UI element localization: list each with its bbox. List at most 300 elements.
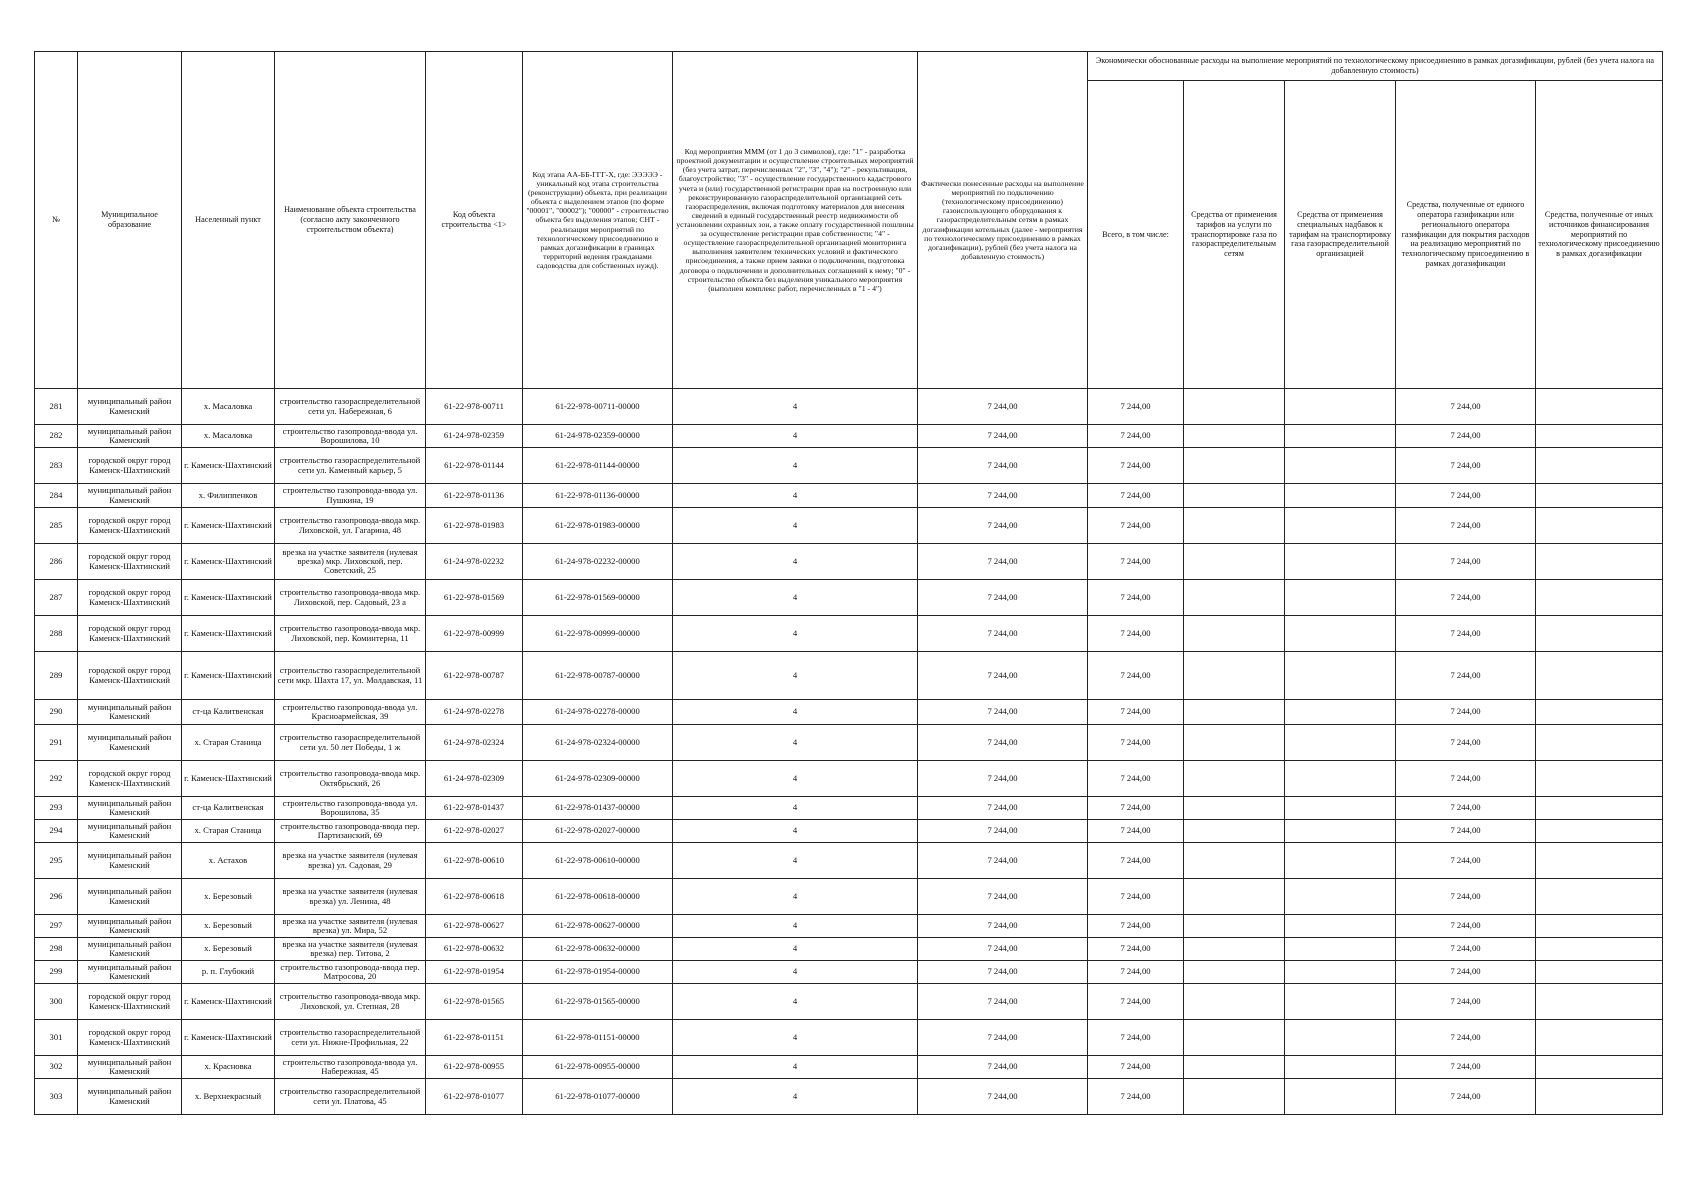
cell-other-sources: [1536, 915, 1663, 938]
cell-other-sources: [1536, 700, 1663, 725]
cell-stage-code: 61-24-978-02232-00000: [523, 544, 673, 580]
header-group-economic-expenses: Экономически обоснованные расходы на выполнение мероприятий по технологическому присоединению в рамках догазификации, рублей (без учета налога на добавленную стоимость): [1088, 52, 1663, 81]
cell-object-name: строительство газопровода-ввода пер. Матросова, 20: [275, 961, 426, 984]
cell-municipality: городской округ город Каменск-Шахтинский: [78, 1020, 182, 1056]
cell-actual-expenses: 7 244,00: [918, 580, 1088, 616]
table-row: [35, 652, 1663, 700]
cell-event-code: 4: [673, 616, 918, 652]
cell-other-sources: [1536, 1079, 1663, 1115]
cell-settlement: г. Каменск-Шахтинский: [182, 761, 275, 797]
cell-other-sources: [1536, 797, 1663, 820]
table-row: [35, 984, 1663, 1020]
cell-operator: 7 244,00: [1396, 544, 1536, 580]
cell-event-code: 4: [673, 389, 918, 425]
cell-operator: 7 244,00: [1396, 879, 1536, 915]
cell-object-name: строительство газопровода-ввода ул. Ворошилова, 10: [275, 425, 426, 448]
cell-num: 289: [35, 652, 78, 700]
cell-object-code: 61-22-978-01954: [426, 961, 523, 984]
cell-actual-expenses: 7 244,00: [918, 915, 1088, 938]
cell-num: 295: [35, 843, 78, 879]
cell-stage-code: 61-22-978-00955-00000: [523, 1056, 673, 1079]
cell-actual-expenses: 7 244,00: [918, 1020, 1088, 1056]
cell-tariffs: [1184, 652, 1285, 700]
cell-tariffs: [1184, 544, 1285, 580]
cell-actual-expenses: 7 244,00: [918, 984, 1088, 1020]
cell-actual-expenses: 7 244,00: [918, 544, 1088, 580]
table-row: [35, 580, 1663, 616]
cell-surcharges: [1285, 984, 1396, 1020]
cell-total: 7 244,00: [1088, 425, 1184, 448]
cell-object-code: 61-22-978-01565: [426, 984, 523, 1020]
cell-municipality: городской округ город Каменск-Шахтинский: [78, 616, 182, 652]
cell-settlement: г. Каменск-Шахтинский: [182, 984, 275, 1020]
cell-settlement: х. Астахов: [182, 843, 275, 879]
cell-operator: 7 244,00: [1396, 484, 1536, 508]
cell-municipality: городской округ город Каменск-Шахтинский: [78, 984, 182, 1020]
cell-stage-code: 61-24-978-02324-00000: [523, 725, 673, 761]
cell-tariffs: [1184, 761, 1285, 797]
cell-total: 7 244,00: [1088, 725, 1184, 761]
cell-object-code: 61-24-978-02359: [426, 425, 523, 448]
table-row: [35, 879, 1663, 915]
table-row: [35, 761, 1663, 797]
cell-object-code: 61-22-978-01077: [426, 1079, 523, 1115]
cell-other-sources: [1536, 652, 1663, 700]
cell-tariffs: [1184, 938, 1285, 961]
cell-actual-expenses: 7 244,00: [918, 761, 1088, 797]
cell-surcharges: [1285, 1079, 1396, 1115]
cell-surcharges: [1285, 915, 1396, 938]
cell-event-code: 4: [673, 984, 918, 1020]
cell-num: 287: [35, 580, 78, 616]
cell-event-code: 4: [673, 797, 918, 820]
cell-num: 297: [35, 915, 78, 938]
cell-num: 292: [35, 761, 78, 797]
cell-object-name: строительство газораспределительной сети мкр. Шахта 17, ул. Молдавская, 11: [275, 652, 426, 700]
cell-settlement: г. Каменск-Шахтинский: [182, 448, 275, 484]
cell-stage-code: 61-22-978-02027-00000: [523, 820, 673, 843]
cell-object-code: 61-24-978-02278: [426, 700, 523, 725]
header-actual-expenses: Фактически понесенные расходы на выполнение мероприятий по подключению (технологическому присоединению) газоиспользующего оборудования к газораспределительным сетям в рамках догазификации котельных (далее - мероприятия по технологическому присоединению в рамках догазификации), рублей (без учета налога на добавленную стоимость): [918, 52, 1088, 389]
cell-actual-expenses: 7 244,00: [918, 1079, 1088, 1115]
cell-surcharges: [1285, 616, 1396, 652]
table-row: [35, 797, 1663, 820]
cell-event-code: 4: [673, 820, 918, 843]
cell-event-code: 4: [673, 725, 918, 761]
cell-object-code: 61-24-978-02232: [426, 544, 523, 580]
cell-municipality: муниципальный район Каменский: [78, 1056, 182, 1079]
cell-total: 7 244,00: [1088, 961, 1184, 984]
cell-municipality: городской округ город Каменск-Шахтинский: [78, 508, 182, 544]
cell-surcharges: [1285, 544, 1396, 580]
cell-surcharges: [1285, 484, 1396, 508]
cell-municipality: муниципальный район Каменский: [78, 879, 182, 915]
cell-stage-code: 61-22-978-00610-00000: [523, 843, 673, 879]
cell-object-code: 61-22-978-00711: [426, 389, 523, 425]
cell-object-name: строительство газораспределительной сети ул. Каменный карьер, 5: [275, 448, 426, 484]
cell-tariffs: [1184, 1056, 1285, 1079]
cell-municipality: муниципальный район Каменский: [78, 389, 182, 425]
header-event-code: Код мероприятия МММ (от 1 до 3 символов), где: "1" - разработка проектной документации и осуществление строительных мероприятий (без учета затрат, перечисленных "2", "3", "4"); "2" - рекультивация, благоустройство; "3" - осуществление государственного кадастрового учета и (или) государственной регистрации прав на построенную или реконструированную газораспределительной организацией сеть газораспределения, включая подготовку материалов для внесения сведений в единый государственный реестр недвижимости об установлении охранных зон, а также оплату государственной пошлины за осуществление регистрации прав собственности; "4" - осуществление газораспределительной организацией мониторинга выполнения заявителем технических условий и фактического присоединения, а также прием заявки о подключении, подготовка договора о подключении и дополнительных соглашений к нему; "0" - строительство объекта без выделения уникального мероприятия (выполнен комплекс работ, перечисленных в "1 - 4"): [673, 52, 918, 389]
cell-event-code: 4: [673, 652, 918, 700]
cell-actual-expenses: 7 244,00: [918, 938, 1088, 961]
cell-actual-expenses: 7 244,00: [918, 725, 1088, 761]
table-row: [35, 448, 1663, 484]
table-row: [35, 425, 1663, 448]
cell-event-code: 4: [673, 915, 918, 938]
cell-other-sources: [1536, 616, 1663, 652]
cell-object-name: строительство газопровода-ввода ул. Красноармейская, 39: [275, 700, 426, 725]
cell-total: 7 244,00: [1088, 820, 1184, 843]
cell-other-sources: [1536, 761, 1663, 797]
cell-object-code: 61-22-978-00955: [426, 1056, 523, 1079]
header-total: Всего, в том числе:: [1088, 81, 1184, 389]
cell-operator: 7 244,00: [1396, 508, 1536, 544]
header-other-sources: Средства, полученные от иных источников финансирования мероприятий по технологическому присоединению в рамках догазификации: [1536, 81, 1663, 389]
cell-object-code: 61-22-978-00627: [426, 915, 523, 938]
cell-total: 7 244,00: [1088, 484, 1184, 508]
cell-surcharges: [1285, 938, 1396, 961]
cell-num: 283: [35, 448, 78, 484]
cell-object-code: 61-22-978-01136: [426, 484, 523, 508]
cell-municipality: муниципальный район Каменский: [78, 938, 182, 961]
cell-municipality: муниципальный район Каменский: [78, 425, 182, 448]
cell-object-code: 61-22-978-01144: [426, 448, 523, 484]
cell-operator: 7 244,00: [1396, 616, 1536, 652]
cell-event-code: 4: [673, 425, 918, 448]
cell-operator: 7 244,00: [1396, 1056, 1536, 1079]
cell-settlement: г. Каменск-Шахтинский: [182, 580, 275, 616]
cell-num: 303: [35, 1079, 78, 1115]
cell-settlement: х. Филиппенков: [182, 484, 275, 508]
table-row: [35, 1020, 1663, 1056]
cell-event-code: 4: [673, 544, 918, 580]
header-operator: Средства, полученные от единого оператора газификации или регионального оператора газификации для покрытия расходов на реализацию мероприятий по технологическому присоединению в рамках догазификации: [1396, 81, 1536, 389]
cell-total: 7 244,00: [1088, 843, 1184, 879]
cell-stage-code: 61-22-978-01983-00000: [523, 508, 673, 544]
cell-operator: 7 244,00: [1396, 915, 1536, 938]
cell-tariffs: [1184, 1079, 1285, 1115]
header-settlement: Населенный пункт: [182, 52, 275, 389]
cell-surcharges: [1285, 725, 1396, 761]
cell-operator: 7 244,00: [1396, 448, 1536, 484]
cell-municipality: городской округ город Каменск-Шахтинский: [78, 448, 182, 484]
cell-actual-expenses: 7 244,00: [918, 508, 1088, 544]
cell-object-name: врезка на участке заявителя (нулевая врезка) мкр. Лиховской, пер. Советский, 25: [275, 544, 426, 580]
table-row: [35, 1079, 1663, 1115]
cell-event-code: 4: [673, 879, 918, 915]
cell-tariffs: [1184, 616, 1285, 652]
cell-other-sources: [1536, 425, 1663, 448]
cell-operator: 7 244,00: [1396, 820, 1536, 843]
cell-actual-expenses: 7 244,00: [918, 616, 1088, 652]
cell-tariffs: [1184, 797, 1285, 820]
cell-stage-code: 61-22-978-00999-00000: [523, 616, 673, 652]
cell-total: 7 244,00: [1088, 797, 1184, 820]
cell-total: 7 244,00: [1088, 1056, 1184, 1079]
cell-municipality: муниципальный район Каменский: [78, 843, 182, 879]
cell-other-sources: [1536, 448, 1663, 484]
table-header: [35, 52, 1663, 389]
cell-municipality: муниципальный район Каменский: [78, 725, 182, 761]
cell-stage-code: 61-22-978-01136-00000: [523, 484, 673, 508]
header-object-name: Наименование объекта строительства (согласно акту законченного строительством объекта): [275, 52, 426, 389]
table-row: [35, 725, 1663, 761]
cell-num: 300: [35, 984, 78, 1020]
cell-other-sources: [1536, 843, 1663, 879]
cell-object-name: врезка на участке заявителя (нулевая врезка) ул. Садовая, 29: [275, 843, 426, 879]
cell-settlement: х. Верхнекрасный: [182, 1079, 275, 1115]
cell-num: 301: [35, 1020, 78, 1056]
cell-surcharges: [1285, 508, 1396, 544]
cell-tariffs: [1184, 961, 1285, 984]
cell-surcharges: [1285, 700, 1396, 725]
cell-object-name: строительство газопровода-ввода мкр. Лиховской, ул. Гагарина, 48: [275, 508, 426, 544]
cell-tariffs: [1184, 843, 1285, 879]
cell-municipality: муниципальный район Каменский: [78, 1079, 182, 1115]
header-stage-code: Код этапа АА-ББ-ГГГ-Х, где: ЭЭЭЭЭ - уникальный код этапа строительства (реконструкции) объекта, при реализации объекта с выделением этапов (по форме "00001", "00002"); "00000" - строительство объекта без выделения этапов; СНТ - реализация мероприятий по технологическому присоединению в рамках догазификации в границах территорий ведения гражданами садоводства для собственных нужд).: [523, 52, 673, 389]
cell-total: 7 244,00: [1088, 544, 1184, 580]
cell-stage-code: 61-22-978-01151-00000: [523, 1020, 673, 1056]
cell-total: 7 244,00: [1088, 1020, 1184, 1056]
header-object-code: Код объекта строительства <1>: [426, 52, 523, 389]
cell-event-code: 4: [673, 938, 918, 961]
cell-municipality: городской округ город Каменск-Шахтинский: [78, 580, 182, 616]
cell-object-name: строительство газопровода-ввода пер. Партизанский, 69: [275, 820, 426, 843]
cell-stage-code: 61-22-978-00618-00000: [523, 879, 673, 915]
cell-actual-expenses: 7 244,00: [918, 389, 1088, 425]
cell-actual-expenses: 7 244,00: [918, 961, 1088, 984]
cell-stage-code: 61-22-978-01954-00000: [523, 961, 673, 984]
cell-total: 7 244,00: [1088, 580, 1184, 616]
cell-num: 288: [35, 616, 78, 652]
cell-object-code: 61-22-978-00999: [426, 616, 523, 652]
cell-operator: 7 244,00: [1396, 984, 1536, 1020]
cell-stage-code: 61-22-978-00632-00000: [523, 938, 673, 961]
cell-actual-expenses: 7 244,00: [918, 797, 1088, 820]
cell-object-name: врезка на участке заявителя (нулевая врезка) ул. Мира, 52: [275, 915, 426, 938]
header-num: №: [35, 52, 78, 389]
cell-settlement: х. Березовый: [182, 879, 275, 915]
cell-total: 7 244,00: [1088, 389, 1184, 425]
table-row: [35, 961, 1663, 984]
cell-settlement: х. Старая Станица: [182, 820, 275, 843]
cell-operator: 7 244,00: [1396, 425, 1536, 448]
table-row: [35, 616, 1663, 652]
cell-object-code: 61-22-978-00610: [426, 843, 523, 879]
cell-stage-code: 61-22-978-00787-00000: [523, 652, 673, 700]
cell-num: 293: [35, 797, 78, 820]
cell-municipality: муниципальный район Каменский: [78, 961, 182, 984]
table-row: [35, 1056, 1663, 1079]
cell-total: 7 244,00: [1088, 652, 1184, 700]
cell-municipality: муниципальный район Каменский: [78, 797, 182, 820]
cell-operator: 7 244,00: [1396, 725, 1536, 761]
table-row: [35, 508, 1663, 544]
cell-other-sources: [1536, 508, 1663, 544]
cell-other-sources: [1536, 580, 1663, 616]
cell-municipality: муниципальный район Каменский: [78, 700, 182, 725]
cell-municipality: муниципальный район Каменский: [78, 820, 182, 843]
cell-object-code: 61-22-978-00632: [426, 938, 523, 961]
cell-object-code: 61-22-978-02027: [426, 820, 523, 843]
cell-settlement: г. Каменск-Шахтинский: [182, 1020, 275, 1056]
cell-operator: 7 244,00: [1396, 389, 1536, 425]
cell-object-name: строительство газораспределительной сети ул. 50 лет Победы, 1 ж: [275, 725, 426, 761]
cell-num: 299: [35, 961, 78, 984]
cell-surcharges: [1285, 797, 1396, 820]
table-row: [35, 484, 1663, 508]
cell-tariffs: [1184, 915, 1285, 938]
cell-event-code: 4: [673, 484, 918, 508]
cell-operator: 7 244,00: [1396, 1079, 1536, 1115]
cell-stage-code: 61-22-978-01569-00000: [523, 580, 673, 616]
cell-num: 282: [35, 425, 78, 448]
cell-object-code: 61-22-978-00618: [426, 879, 523, 915]
cell-num: 286: [35, 544, 78, 580]
cell-actual-expenses: 7 244,00: [918, 820, 1088, 843]
cell-num: 296: [35, 879, 78, 915]
cell-object-name: врезка на участке заявителя (нулевая врезка) пер. Титова, 2: [275, 938, 426, 961]
cell-actual-expenses: 7 244,00: [918, 448, 1088, 484]
cell-total: 7 244,00: [1088, 700, 1184, 725]
table-row: [35, 389, 1663, 425]
cell-settlement: х. Красновка: [182, 1056, 275, 1079]
cell-operator: 7 244,00: [1396, 580, 1536, 616]
cell-total: 7 244,00: [1088, 984, 1184, 1020]
cell-num: 302: [35, 1056, 78, 1079]
cell-total: 7 244,00: [1088, 448, 1184, 484]
cell-surcharges: [1285, 879, 1396, 915]
cell-event-code: 4: [673, 448, 918, 484]
cell-object-code: 61-22-978-01437: [426, 797, 523, 820]
table-row: [35, 915, 1663, 938]
cell-operator: 7 244,00: [1396, 843, 1536, 879]
table-row: [35, 938, 1663, 961]
cell-settlement: г. Каменск-Шахтинский: [182, 616, 275, 652]
cell-tariffs: [1184, 700, 1285, 725]
cell-settlement: р. п. Глубокий: [182, 961, 275, 984]
cell-total: 7 244,00: [1088, 879, 1184, 915]
cell-stage-code: 61-22-978-01144-00000: [523, 448, 673, 484]
cell-tariffs: [1184, 879, 1285, 915]
cell-total: 7 244,00: [1088, 1079, 1184, 1115]
cell-object-name: строительство газопровода-ввода ул. Набережная, 45: [275, 1056, 426, 1079]
cell-num: 294: [35, 820, 78, 843]
table-row: [35, 820, 1663, 843]
cell-object-name: строительство газопровода-ввода мкр. Лиховской, ул. Степная, 28: [275, 984, 426, 1020]
cell-surcharges: [1285, 961, 1396, 984]
cell-object-name: строительство газораспределительной сети ул. Платова, 45: [275, 1079, 426, 1115]
table-row: [35, 700, 1663, 725]
cell-event-code: 4: [673, 1020, 918, 1056]
cell-settlement: ст-ца Калитвенская: [182, 700, 275, 725]
cell-event-code: 4: [673, 1079, 918, 1115]
cell-settlement: х. Масаловка: [182, 425, 275, 448]
cell-total: 7 244,00: [1088, 938, 1184, 961]
header-municipality: Муниципальное образование: [78, 52, 182, 389]
expenses-table: [34, 51, 1663, 1115]
cell-total: 7 244,00: [1088, 508, 1184, 544]
cell-object-name: строительство газораспределительной сети ул. Нижне-Профильная, 22: [275, 1020, 426, 1056]
cell-other-sources: [1536, 1056, 1663, 1079]
cell-other-sources: [1536, 879, 1663, 915]
cell-stage-code: 61-22-978-01565-00000: [523, 984, 673, 1020]
cell-stage-code: 61-24-978-02359-00000: [523, 425, 673, 448]
cell-settlement: х. Старая Станица: [182, 725, 275, 761]
cell-actual-expenses: 7 244,00: [918, 843, 1088, 879]
cell-actual-expenses: 7 244,00: [918, 1056, 1088, 1079]
cell-other-sources: [1536, 820, 1663, 843]
cell-other-sources: [1536, 961, 1663, 984]
cell-actual-expenses: 7 244,00: [918, 652, 1088, 700]
cell-surcharges: [1285, 580, 1396, 616]
cell-stage-code: 61-24-978-02278-00000: [523, 700, 673, 725]
cell-municipality: муниципальный район Каменский: [78, 915, 182, 938]
cell-num: 285: [35, 508, 78, 544]
cell-actual-expenses: 7 244,00: [918, 484, 1088, 508]
cell-operator: 7 244,00: [1396, 761, 1536, 797]
cell-tariffs: [1184, 1020, 1285, 1056]
cell-surcharges: [1285, 1056, 1396, 1079]
cell-event-code: 4: [673, 700, 918, 725]
cell-num: 291: [35, 725, 78, 761]
cell-stage-code: 61-22-978-00711-00000: [523, 389, 673, 425]
cell-event-code: 4: [673, 843, 918, 879]
cell-surcharges: [1285, 820, 1396, 843]
cell-surcharges: [1285, 652, 1396, 700]
header-surcharges: Средства от применения специальных надбавок к тарифам на транспортировку газа газораспределительной организацией: [1285, 81, 1396, 389]
cell-stage-code: 61-22-978-01077-00000: [523, 1079, 673, 1115]
cell-event-code: 4: [673, 1056, 918, 1079]
cell-tariffs: [1184, 580, 1285, 616]
cell-num: 290: [35, 700, 78, 725]
cell-surcharges: [1285, 425, 1396, 448]
cell-total: 7 244,00: [1088, 915, 1184, 938]
cell-tariffs: [1184, 389, 1285, 425]
cell-tariffs: [1184, 508, 1285, 544]
cell-object-name: строительство газопровода-ввода ул. Пушкина, 19: [275, 484, 426, 508]
document-page: [34, 51, 1662, 1115]
cell-other-sources: [1536, 484, 1663, 508]
cell-tariffs: [1184, 984, 1285, 1020]
cell-total: 7 244,00: [1088, 616, 1184, 652]
cell-actual-expenses: 7 244,00: [918, 700, 1088, 725]
cell-settlement: ст-ца Калитвенская: [182, 797, 275, 820]
cell-object-name: строительство газопровода-ввода мкр. Лиховской, пер. Коминтерна, 11: [275, 616, 426, 652]
cell-object-code: 61-22-978-01569: [426, 580, 523, 616]
cell-object-name: строительство газопровода-ввода ул. Ворошилова, 35: [275, 797, 426, 820]
cell-settlement: х. Березовый: [182, 915, 275, 938]
cell-surcharges: [1285, 389, 1396, 425]
cell-surcharges: [1285, 843, 1396, 879]
cell-object-name: строительство газопровода-ввода мкр. Октябрьский, 26: [275, 761, 426, 797]
table-row: [35, 843, 1663, 879]
cell-other-sources: [1536, 725, 1663, 761]
cell-municipality: городской округ город Каменск-Шахтинский: [78, 652, 182, 700]
cell-event-code: 4: [673, 508, 918, 544]
cell-num: 281: [35, 389, 78, 425]
cell-municipality: муниципальный район Каменский: [78, 484, 182, 508]
cell-operator: 7 244,00: [1396, 961, 1536, 984]
cell-other-sources: [1536, 1020, 1663, 1056]
cell-tariffs: [1184, 425, 1285, 448]
cell-settlement: г. Каменск-Шахтинский: [182, 508, 275, 544]
cell-other-sources: [1536, 984, 1663, 1020]
cell-surcharges: [1285, 1020, 1396, 1056]
cell-operator: 7 244,00: [1396, 797, 1536, 820]
cell-tariffs: [1184, 484, 1285, 508]
